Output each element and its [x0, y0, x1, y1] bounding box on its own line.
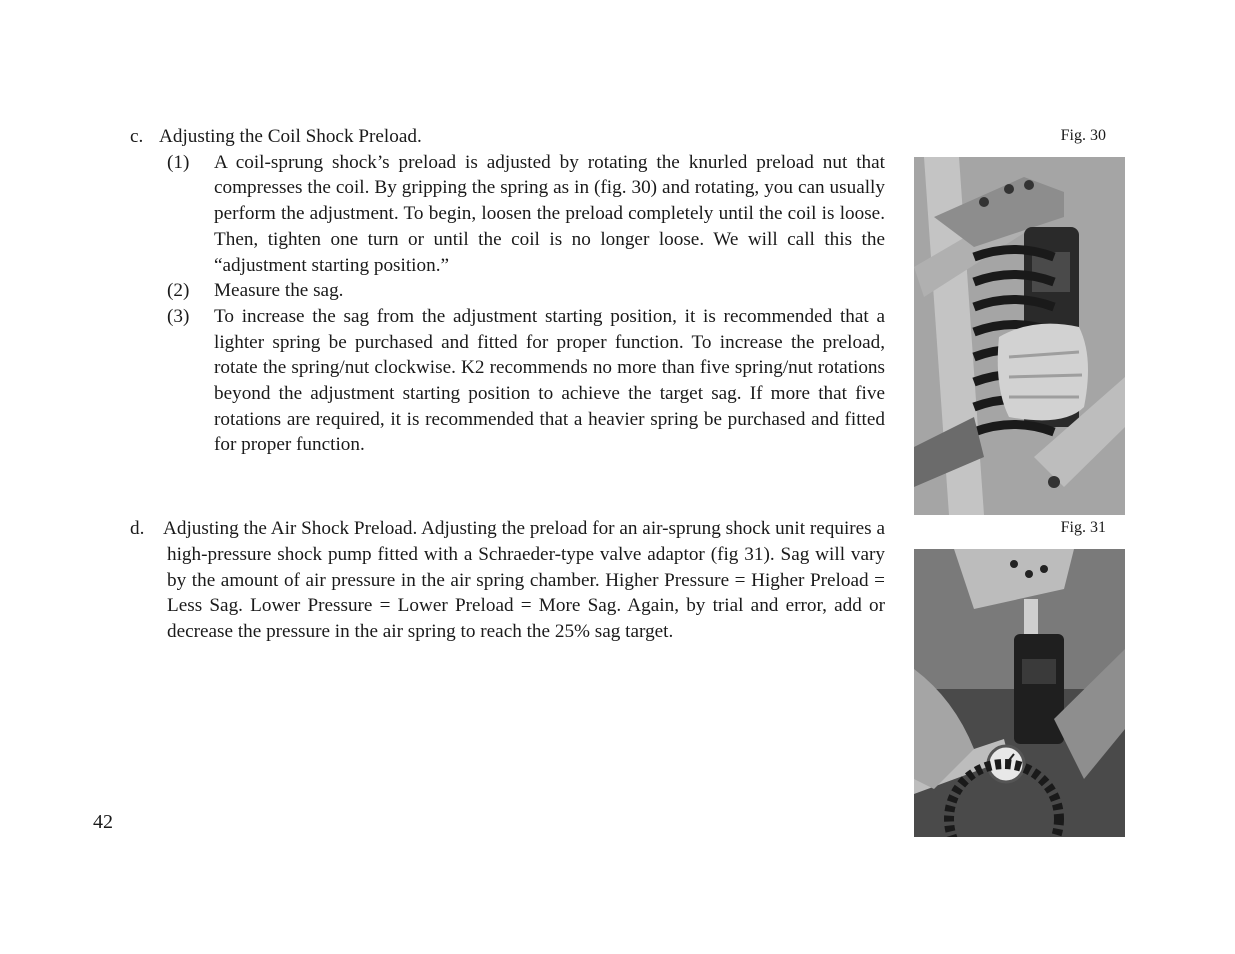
fig-30-photo: [914, 157, 1125, 515]
section-c-label: c.: [130, 126, 144, 147]
item-text: A coil-sprung shock’s preload is adjusted by rotating the knurled preload nut that compresses the coil. By gripping the spring as in (fig. 30) and rotating, you can usually perform the adjustment. To begin, loosen the preload completely until the coil is loose. Then, tighten one turn or until the coil is no longer loose. We will call this the “adjustment starting position.”: [214, 151, 885, 276]
section-c-heading: [130, 124, 885, 150]
page-number: 42: [93, 811, 113, 833]
section-c-item-2: [130, 278, 885, 304]
item-text: Measure the sag.: [214, 280, 344, 302]
section-d-paragraph: [130, 516, 885, 645]
fig-31-photo: [914, 549, 1125, 837]
section-c-item-1: [130, 150, 885, 279]
section-d-label: d.: [130, 518, 145, 540]
section-c-item-3: [130, 304, 885, 458]
fig-30-caption: Fig. 30: [1060, 127, 1106, 144]
item-number: (3): [167, 305, 190, 327]
item-number: (2): [167, 280, 190, 302]
section-c-title: Adjusting the Coil Shock Preload.: [159, 126, 422, 147]
coil-shock-illustration: [914, 157, 1125, 515]
text-column: [130, 124, 885, 645]
fig-31-caption: Fig. 31: [1060, 519, 1106, 536]
item-number: (1): [167, 151, 190, 173]
item-text: To increase the sag from the adjustment starting position, it is recommended that a lighter spring be purchased and fitted for proper function. To increase the preload, rotate the spring/nut clockwise. K2 recommends no more than five spring/nut rotations beyond the adjustment starting position to achieve the target sag. If more that five rotations are required, it is recommended that a heavier spring be purchased and fitted for proper function.: [214, 305, 885, 456]
section-d-text: Adjusting the Air Shock Preload. Adjusting the preload for an air-sprung shock unit requires a high-pressure shock pump fitted with a Schraeder-type valve adaptor (fig 31). Sag will vary by the amount of air pressure in the air spring chamber. Higher Pressure = Higher Preload = Less Sag. Lower Pressure = Lower Preload = More Sag. Again, by trial and error, add or decrease the pressure in the air spring to reach the 25% sag target.: [163, 518, 885, 642]
air-shock-illustration: [914, 549, 1125, 837]
